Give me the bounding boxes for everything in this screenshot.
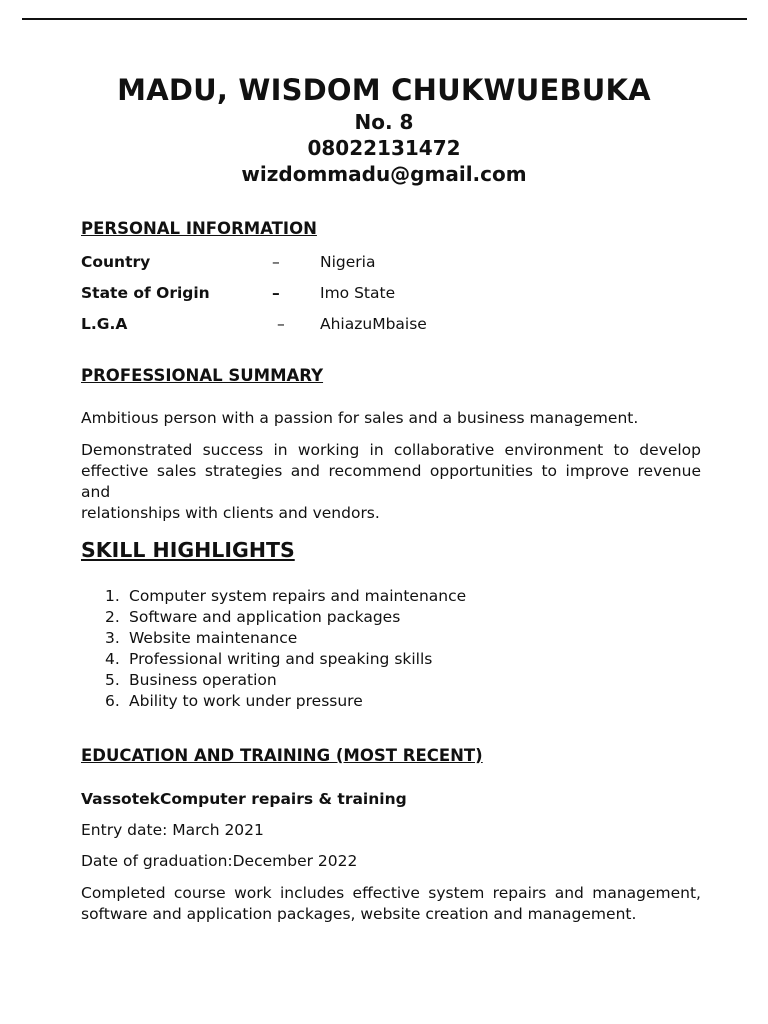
personal-label: State of Origin <box>81 284 210 302</box>
education-line: software and application packages, website creation and management. <box>81 905 637 923</box>
personal-value: Imo State <box>320 284 396 302</box>
summary-paragraph-2 <box>81 440 701 524</box>
personal-row-state <box>81 284 701 304</box>
summary-line: Demonstrated success in working in collaborative environment to develop <box>81 441 701 459</box>
skills-list <box>105 586 466 712</box>
list-item: 5. Business operation <box>105 671 277 689</box>
separator-dash: – <box>272 253 280 271</box>
address-line: No. 8 <box>354 110 414 134</box>
list-item: 2. Software and application packages <box>105 608 401 626</box>
personal-value: Nigeria <box>320 253 376 271</box>
resume-header <box>0 72 768 187</box>
list-item: 4. Professional writing and speaking skills <box>105 650 433 668</box>
personal-row-lga <box>81 315 701 335</box>
education-line: Completed course work includes effective system repairs and management, <box>81 884 701 902</box>
separator-dash: – <box>277 315 285 333</box>
email-address: wizdommadu@gmail.com <box>241 162 527 186</box>
education-description <box>81 883 701 925</box>
candidate-name: MADU, WISDOM CHUKWUEBUKA <box>117 73 651 107</box>
phone-number: 08022131472 <box>307 136 461 160</box>
graduation-date: Date of graduation:December 2022 <box>81 852 358 870</box>
personal-label: Country <box>81 253 151 271</box>
top-rule <box>22 18 747 20</box>
summary-heading: PROFESSIONAL SUMMARY <box>81 366 324 385</box>
summary-paragraph-1: Ambitious person with a passion for sales and a business management. <box>81 409 639 427</box>
skills-heading: SKILL HIGHLIGHTS <box>81 538 295 562</box>
personal-row-country <box>81 253 701 273</box>
summary-line: relationships with clients and vendors. <box>81 504 380 522</box>
entry-date: Entry date: March 2021 <box>81 821 264 839</box>
personal-label: L.G.A <box>81 315 128 333</box>
separator-dash: – <box>272 284 280 302</box>
institution-name: VassotekComputer repairs & training <box>81 790 407 808</box>
list-item: 3. Website maintenance <box>105 629 298 647</box>
list-item: 1. Computer system repairs and maintenance <box>105 587 467 605</box>
summary-line: effective sales strategies and recommend opportunities to improve revenue and <box>81 462 701 501</box>
personal-value: AhiazuMbaise <box>320 315 427 333</box>
education-heading: EDUCATION AND TRAINING (MOST RECENT) <box>81 746 483 765</box>
list-item: 6. Ability to work under pressure <box>105 692 363 710</box>
personal-info-heading: PERSONAL INFORMATION <box>81 219 317 238</box>
